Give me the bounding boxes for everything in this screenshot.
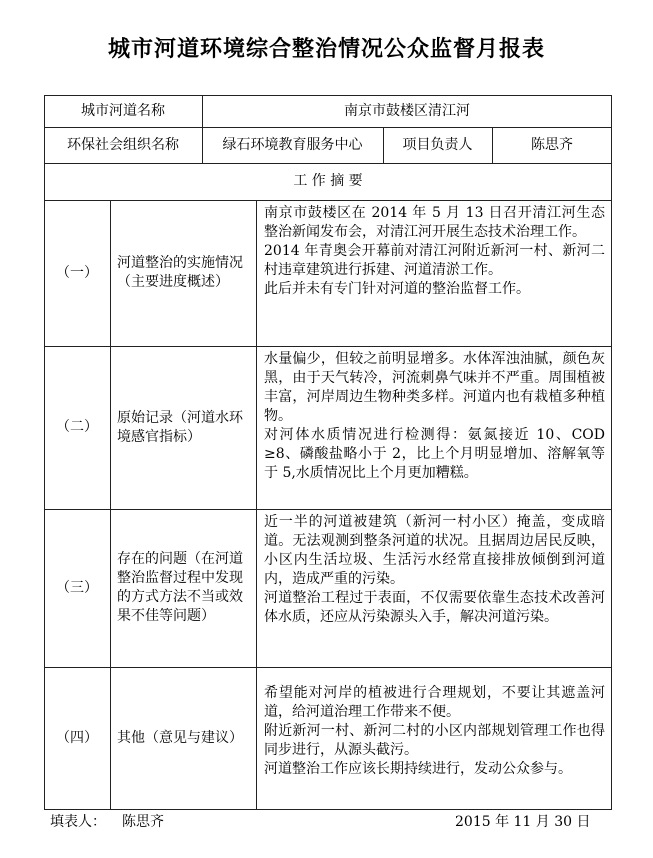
section-content: [256, 513, 612, 665]
content-paragraph: 南京市鼓楼区在 2014 年 5 月 13 日召开清江河生态整治新闻发布会，对清江河开展生态技术治理工作。: [264, 205, 605, 240]
section-content: [256, 350, 612, 507]
section-label: 原始记录（河道水环境感官指标）: [117, 409, 243, 445]
page-title: 城市河道环境综合整治情况公众监督月报表: [107, 36, 545, 62]
section-index: （二）: [56, 419, 98, 435]
project-leader-value: 陈思齐: [531, 136, 573, 153]
report-date: 2015 年 11 月 30 日: [455, 814, 591, 830]
org-name-value: 绿石环境教育服务中心: [222, 136, 363, 153]
content-paragraph: 对河体水质情况进行检测得：氨氮接近 10、COD ≥8、磷酸盐略小于 2，比上个月明显增加、溶解氧等于 5,水质情况比上个月更加糟糕。: [264, 427, 605, 481]
river-name-label: 城市河道名称: [81, 102, 165, 119]
content-paragraph: 附近新河一村、新河二村的小区内部规划管理工作也得同步进行，从源头截污。: [264, 723, 605, 758]
filler-name: 陈思齐: [122, 814, 164, 830]
work-summary-heading: 工 作 摘 要: [293, 173, 363, 189]
section-label: 存在的问题（在河道整治监督过程中发现的方式方法不当或效果不佳等问题）: [117, 551, 243, 624]
section-index: （四）: [56, 730, 98, 746]
section-index: （一）: [56, 264, 98, 281]
content-paragraph: 2014 年青奥会开幕前对清江河附近新河一村、新河二村违章建筑进行拆建、河道清淤工作。: [264, 243, 605, 278]
project-leader-label: 项目负责人: [402, 136, 473, 153]
content-paragraph: 河道整治工作应该长期持续进行，发动公众参与。: [264, 761, 572, 777]
section-index: （三）: [56, 579, 98, 596]
content-paragraph: 希望能对河岸的植被进行合理规划，不要让其遮盖河道，给河道治理工作带来不便。: [264, 685, 605, 720]
content-paragraph: 近一半的河道被建筑（新河一村小区）掩盖，变成暗道。无法观测到整条河道的状况。且据周边居民反映，小区内生活垃圾、生活污水经常直接排放倾倒到河道内，造成严重的污染。: [264, 514, 605, 587]
content-paragraph: 河道整治工程过于表面，不仅需要依靠生态技术改善河体水质，还应从污染源头入手，解决河道污染。: [264, 590, 605, 625]
filler-label: 填表人：: [50, 814, 106, 830]
river-name-value: 南京市鼓楼区清江河: [344, 102, 470, 119]
section-label: 河道整治的实施情况（主要进度概述）: [117, 255, 243, 290]
section-label: 其他（意见与建议）: [117, 730, 243, 746]
content-paragraph: 此后并未有专门针对河道的整治监督工作。: [264, 281, 530, 297]
content-paragraph: 水量偏少，但较之前明显增多。水体浑浊油腻，颜色灰黑，由于天气转冷，河流刺鼻气味并不严重。周围植被丰富，河岸周边生物种类多样。河道内也有栽植多种植物。: [264, 351, 605, 424]
org-name-label: 环保社会组织名称: [67, 136, 179, 153]
section-content: [256, 204, 612, 344]
section-content: [256, 684, 612, 808]
